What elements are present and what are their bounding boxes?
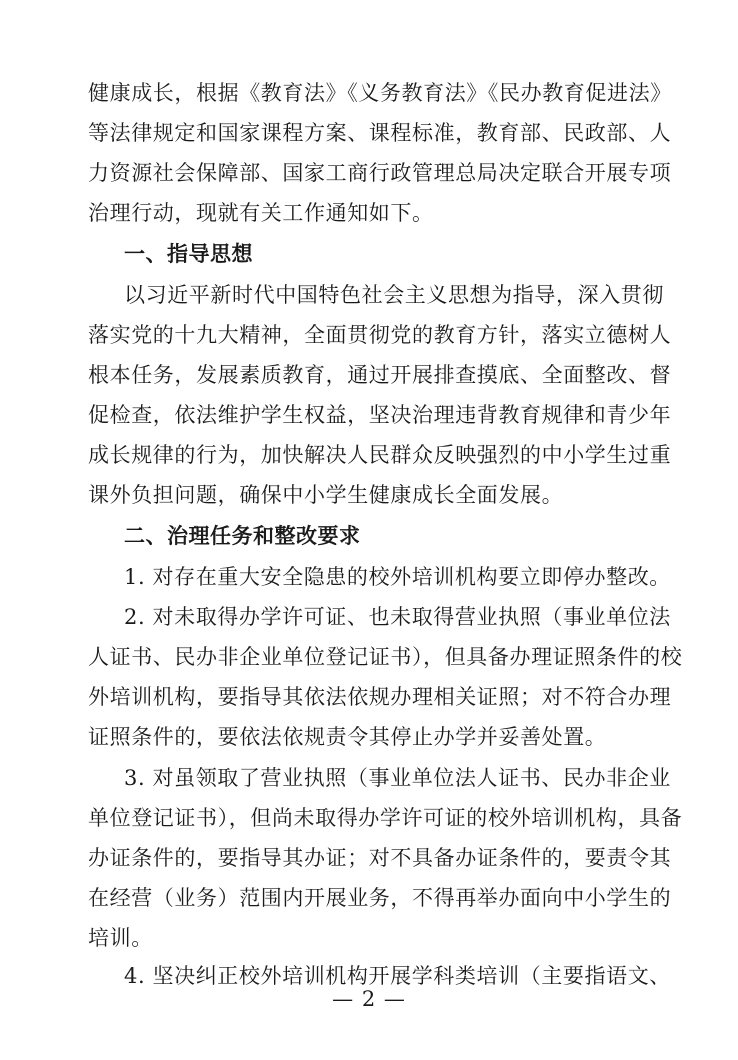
list-item-2: 2. 对未取得办学许可证、也未取得营业执照（事业单位法 <box>124 605 671 629</box>
list-item-3: 3. 对虽领取了营业执照（事业单位法人证书、民办非企业 <box>124 766 671 790</box>
list-item-1: 1. 对存在重大安全隐患的校外培训机构要立即停办整改。 <box>124 565 671 589</box>
body-text-line: 等法律规定和国家课程方案、课程标准，教育部、民政部、人 <box>88 121 672 145</box>
body-text-line: 成长规律的行为，加快解决人民群众反映强烈的中小学生过重 <box>88 443 672 467</box>
body-text-line: 单位登记证书），但尚未取得办学许可证的校外培训机构，具备 <box>88 806 683 830</box>
body-text-line: 落实党的十九大精神，全面贯彻党的教育方针，落实立德树人 <box>88 323 672 347</box>
body-text-line: 根本任务，发展素质教育，通过开展排查摸底、全面整改、督 <box>88 363 672 387</box>
body-text-line: 证照条件的，要依法依规责令其停止办学并妥善处置。 <box>88 725 607 749</box>
section-heading-tasks-requirements: 二、治理任务和整改要求 <box>124 524 361 548</box>
page-number: — 2 — <box>332 987 406 1011</box>
body-text-line: 治理行动，现就有关工作通知如下。 <box>88 201 434 225</box>
body-text-line: 健康成长，根据《教育法》《义务教育法》《民办教育促进法》 <box>88 81 672 105</box>
body-text-line: 外培训机构，要指导其依法依规办理相关证照；对不符合办理 <box>88 685 672 709</box>
body-text-line: 以习近平新时代中国特色社会主义思想为指导，深入贯彻 <box>124 283 664 307</box>
body-text-line: 人证书、民办非企业单位登记证书），但具备办理证照条件的校 <box>88 645 683 669</box>
list-item-4: 4. 坚决纠正校外培训机构开展学科类培训（主要指语文、 <box>124 964 671 988</box>
body-text-line: 办证条件的，要指导其办证；对不具备办证条件的，要责令其 <box>88 846 672 870</box>
body-text-line: 促检查，依法维护学生权益，坚决治理违背教育规律和青少年 <box>88 403 672 427</box>
body-text-line: 课外负担问题，确保中小学生健康成长全面发展。 <box>88 483 564 507</box>
body-text-line: 力资源社会保障部、国家工商行政管理总局决定联合开展专项 <box>88 161 672 185</box>
body-text-line: 培训。 <box>88 926 153 950</box>
section-heading-guiding-ideology: 一、指导思想 <box>124 242 253 266</box>
body-text-line: 在经营（业务）范围内开展业务，不得再举办面向中小学生的 <box>88 886 672 910</box>
